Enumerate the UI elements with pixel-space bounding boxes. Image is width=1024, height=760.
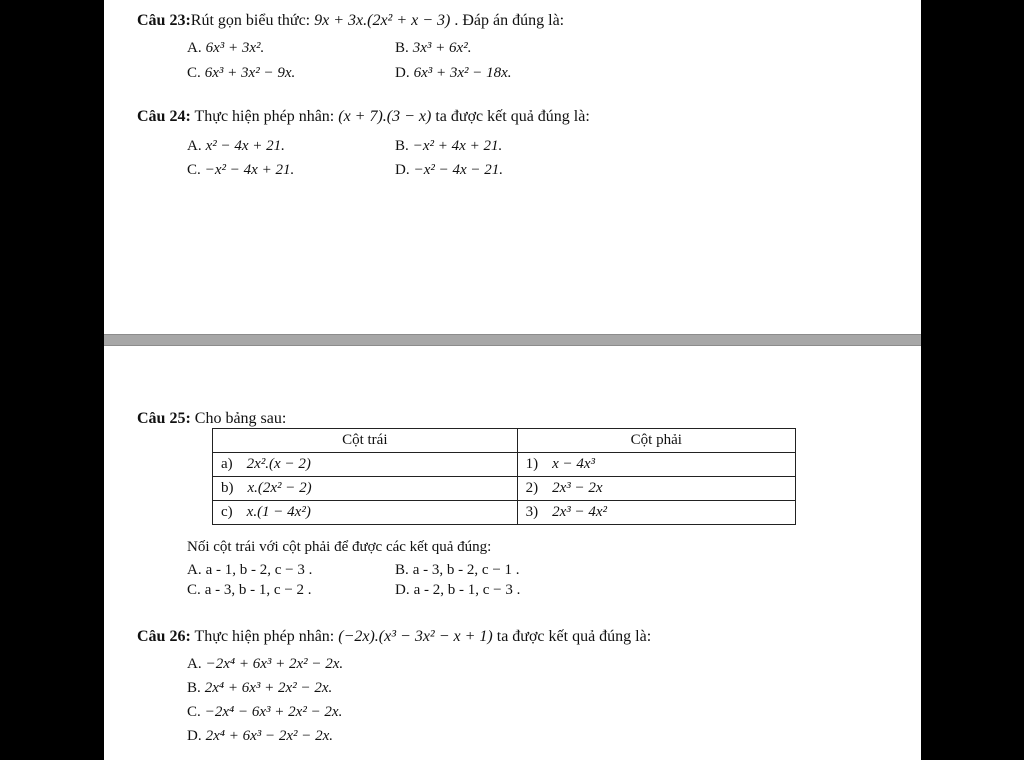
question-25-label: Câu 25: — [137, 410, 191, 427]
question-23-prompt: Rút gọn biểu thức: — [190, 12, 311, 29]
question-24-prompt: Thực hiện phép nhân: — [194, 108, 335, 125]
question-26-expression: (−2x).(x³ − 3x² − x + 1) — [338, 628, 493, 645]
option-letter: A. — [187, 138, 202, 154]
right-expression: 2x³ − 2x — [552, 480, 603, 496]
left-expression: x.(1 − 4x²) — [246, 504, 311, 520]
option-text: 6x³ + 3x² − 18x. — [413, 65, 512, 81]
right-cell — [517, 453, 795, 477]
option-letter: C. — [187, 65, 201, 81]
option-text: 3x³ + 6x². — [412, 40, 472, 56]
option-text: 6x³ + 3x². — [205, 40, 265, 56]
question-23-option-b — [395, 40, 471, 57]
option-text: 6x³ + 3x² − 9x. — [204, 65, 296, 81]
left-key: a) — [221, 456, 233, 472]
left-expression: x.(2x² − 2) — [247, 480, 312, 496]
option-letter: B. — [395, 562, 409, 578]
question-26-option-c — [187, 704, 342, 721]
question-24-suffix: ta được kết quả đúng là: — [435, 108, 590, 125]
option-letter: D. — [187, 728, 202, 744]
question-24-label: Câu 24: — [137, 108, 191, 125]
matching-table — [212, 428, 796, 525]
question-25-option-d — [395, 582, 520, 599]
question-26 — [137, 628, 651, 646]
header-left-column: Cột trái — [213, 429, 518, 453]
left-key: c) — [221, 504, 233, 520]
question-23-option-c — [187, 65, 295, 82]
option-text: a - 2, b - 1, c − 3 . — [413, 582, 521, 598]
question-25-option-b — [395, 562, 520, 579]
question-23-expression: 9x + 3x.(2x² + x − 3) — [314, 12, 451, 29]
left-cell — [213, 453, 518, 477]
question-24-option-a — [187, 138, 285, 155]
option-letter: D. — [395, 65, 410, 81]
question-23-option-a — [187, 40, 264, 57]
page-separator — [104, 334, 921, 346]
option-text: −2x⁴ + 6x³ + 2x² − 2x. — [205, 656, 344, 672]
option-letter: B. — [395, 138, 409, 154]
table-row — [213, 453, 796, 477]
option-text: a - 3, b - 2, c − 1 . — [412, 562, 520, 578]
table-row — [213, 477, 796, 501]
option-text: a - 1, b - 2, c − 3 . — [205, 562, 313, 578]
question-26-option-d — [187, 728, 333, 745]
question-26-label: Câu 26: — [137, 628, 191, 645]
option-letter: A. — [187, 656, 202, 672]
table-row — [213, 501, 796, 525]
option-text: −2x⁴ − 6x³ + 2x² − 2x. — [204, 704, 343, 720]
question-25-option-c — [187, 582, 312, 599]
option-text: −x² − 4x + 21. — [204, 162, 295, 178]
question-25-instruction: Nối cột trái với cột phải để được các kết quả đúng: — [187, 539, 492, 555]
left-expression: 2x².(x − 2) — [246, 456, 311, 472]
right-cell — [517, 477, 795, 501]
table-header-row — [213, 429, 796, 453]
option-letter: C. — [187, 582, 201, 598]
question-26-option-b — [187, 680, 332, 697]
option-letter: B. — [187, 680, 201, 696]
question-23-option-d — [395, 65, 512, 82]
option-letter: D. — [395, 582, 410, 598]
right-expression: x − 4x³ — [552, 456, 596, 472]
question-23-label: Câu 23: — [137, 12, 191, 29]
question-24-expression: (x + 7).(3 − x) — [338, 108, 432, 125]
option-letter: D. — [395, 162, 410, 178]
question-24-option-c — [187, 162, 294, 179]
right-key: 2) — [525, 480, 539, 496]
option-text: 2x⁴ + 6x³ + 2x² − 2x. — [204, 680, 333, 696]
question-23-suffix: . Đáp án đúng là: — [454, 12, 565, 29]
left-cell — [213, 477, 518, 501]
question-24-option-b — [395, 138, 502, 155]
question-25 — [137, 410, 286, 428]
question-26-prompt: Thực hiện phép nhân: — [194, 628, 335, 645]
document-page-top — [104, 0, 921, 334]
right-cell — [517, 501, 795, 525]
option-text: −x² − 4x − 21. — [413, 162, 504, 178]
question-26-suffix: ta được kết quả đúng là: — [496, 628, 652, 645]
option-letter: A. — [187, 40, 202, 56]
option-letter: C. — [187, 162, 201, 178]
option-text: −x² + 4x + 21. — [412, 138, 503, 154]
option-text: 2x⁴ + 6x³ − 2x² − 2x. — [205, 728, 334, 744]
question-24 — [137, 108, 590, 126]
header-right-column: Cột phải — [517, 429, 795, 453]
option-text: x² − 4x + 21. — [205, 138, 285, 154]
question-25-option-a — [187, 562, 312, 579]
right-expression: 2x³ − 4x² — [552, 504, 608, 520]
question-25-prompt: Cho bảng sau: — [194, 410, 287, 427]
left-cell — [213, 501, 518, 525]
option-text: a - 3, b - 1, c − 2 . — [204, 582, 312, 598]
right-key: 1) — [525, 456, 539, 472]
option-letter: B. — [395, 40, 409, 56]
right-key: 3) — [525, 504, 539, 520]
left-key: b) — [221, 480, 234, 496]
document-page-bottom — [104, 346, 921, 760]
question-24-option-d — [395, 162, 503, 179]
option-letter: A. — [187, 562, 202, 578]
question-23 — [137, 12, 564, 30]
option-letter: C. — [187, 704, 201, 720]
question-26-option-a — [187, 656, 343, 673]
